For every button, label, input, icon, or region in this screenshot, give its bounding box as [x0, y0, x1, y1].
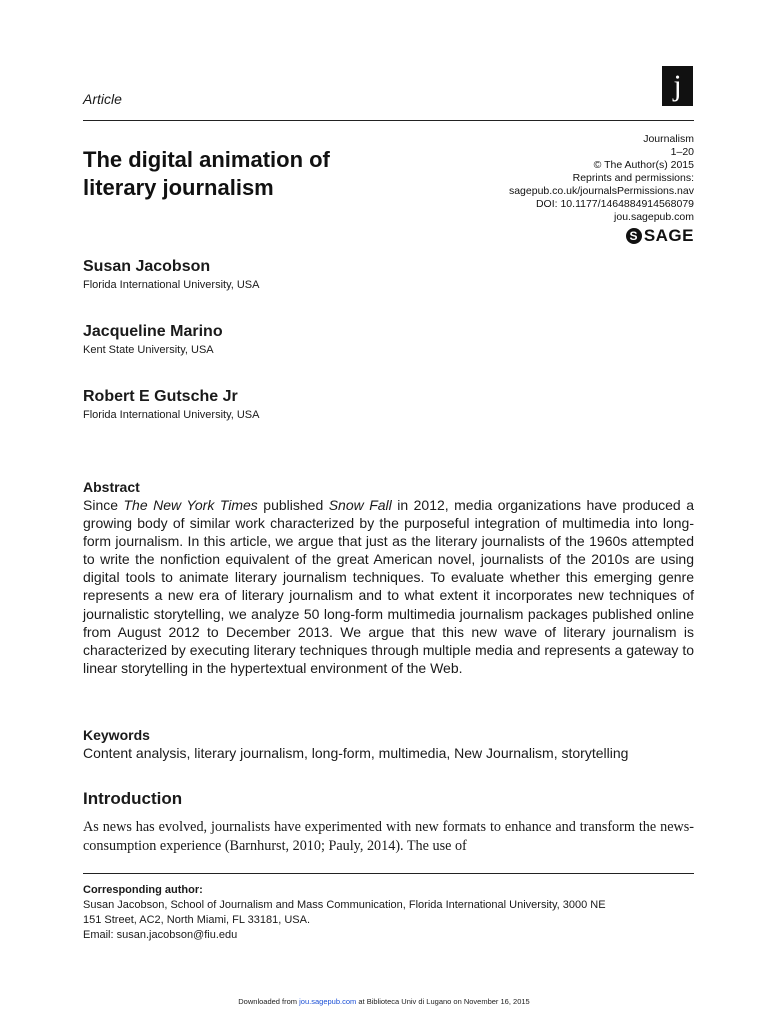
abstract-body	[83, 496, 694, 677]
corresponding-label: Corresponding author:	[83, 884, 203, 896]
author-name: Jacqueline Marino	[83, 323, 223, 340]
download-prefix: Downloaded from	[238, 997, 300, 1006]
author-name: Susan Jacobson	[83, 258, 211, 275]
author-block	[83, 257, 683, 292]
sage-logo	[626, 226, 694, 246]
keywords-list: Content analysis, literary journalism, long-form, multimedia, New Journalism, storytelling	[83, 745, 629, 761]
corresponding-address-line: Susan Jacobson, School of Journalism and Mass Communication, Florida International University, 3000 NE	[83, 899, 606, 911]
permissions-url[interactable]: sagepub.co.uk/journalsPermissions.nav	[508, 185, 694, 197]
footnote-divider	[83, 873, 694, 874]
download-link[interactable]: jou.sagepub.com	[299, 997, 357, 1006]
introduction-heading: Introduction	[83, 789, 183, 808]
keywords-heading: Keywords	[83, 727, 150, 743]
title-line-2: literary journalism	[83, 175, 274, 200]
reprints-label: Reprints and permissions:	[572, 172, 694, 184]
abstract-text: Since	[83, 497, 124, 513]
paper-title	[83, 146, 463, 202]
journal-name: Journalism	[643, 133, 694, 145]
download-suffix: at Biblioteca Univ di Lugano on November 16, 2015	[356, 997, 530, 1006]
author-block	[83, 322, 683, 357]
corresponding-email[interactable]: Email: susan.jacobson@fiu.edu	[83, 929, 238, 941]
corresponding-address-line: 151 Street, AC2, North Miami, FL 33181, USA.	[83, 914, 311, 926]
author-affiliation: Florida International University, USA	[83, 409, 260, 421]
abstract-text: published	[257, 497, 329, 513]
article-type-label: Article	[83, 91, 122, 107]
abstract-italic-title: The New York Times	[123, 497, 258, 513]
keywords-section	[83, 726, 694, 762]
sage-mark-icon: S	[626, 228, 642, 244]
journal-site[interactable]: jou.sagepub.com	[614, 211, 694, 223]
page-range: 1–20	[670, 146, 694, 158]
abstract-section	[83, 478, 694, 677]
header-divider	[83, 120, 694, 121]
author-name: Robert E Gutsche Jr	[83, 388, 238, 405]
abstract-italic-title: Snow Fall	[328, 497, 392, 513]
introduction-body: As news has evolved, journalists have experimented with new formats to enhance and transform the news-consumption experience (Barnhurst, 2010; Pauly, 2014). The use of	[83, 819, 694, 854]
author-affiliation: Kent State University, USA	[83, 344, 214, 356]
abstract-text: in 2012, media organizations have produced a growing body of similar work characterized by the purposeful integration of multimedia into long-form journalism. In this article, we argue that just as the literary journalists of the 1960s attempted to write the nonfiction equivalent of the great American novel, journalists of the 2010s are using digital tools to animate literary journalism techniques. To evaluate whether this emerging genre represents a new era of literary journalism and to what extent it incorporates new techniques of journalistic storytelling, we analyze 50 long-form multimedia journalism packages published online from August 2012 to December 2013. We argue that this new wave of literary journalism is characterized by executing literary techniques through multiple media and represents a gateway to linear storytelling in the hypertextual environment of the Web.	[83, 497, 694, 676]
download-notice	[0, 997, 768, 1006]
sage-wordmark: SAGE	[643, 226, 694, 245]
abstract-heading: Abstract	[83, 479, 140, 495]
journal-logo: j	[662, 66, 693, 106]
author-block	[83, 387, 683, 422]
author-affiliation: Florida International University, USA	[83, 279, 260, 291]
journal-meta	[509, 133, 694, 224]
copyright-notice: © The Author(s) 2015	[593, 159, 694, 171]
doi-text[interactable]: DOI: 10.1177/1464884914568079	[535, 198, 694, 210]
corresponding-author	[83, 883, 694, 943]
title-line-1: The digital animation of	[83, 147, 330, 172]
